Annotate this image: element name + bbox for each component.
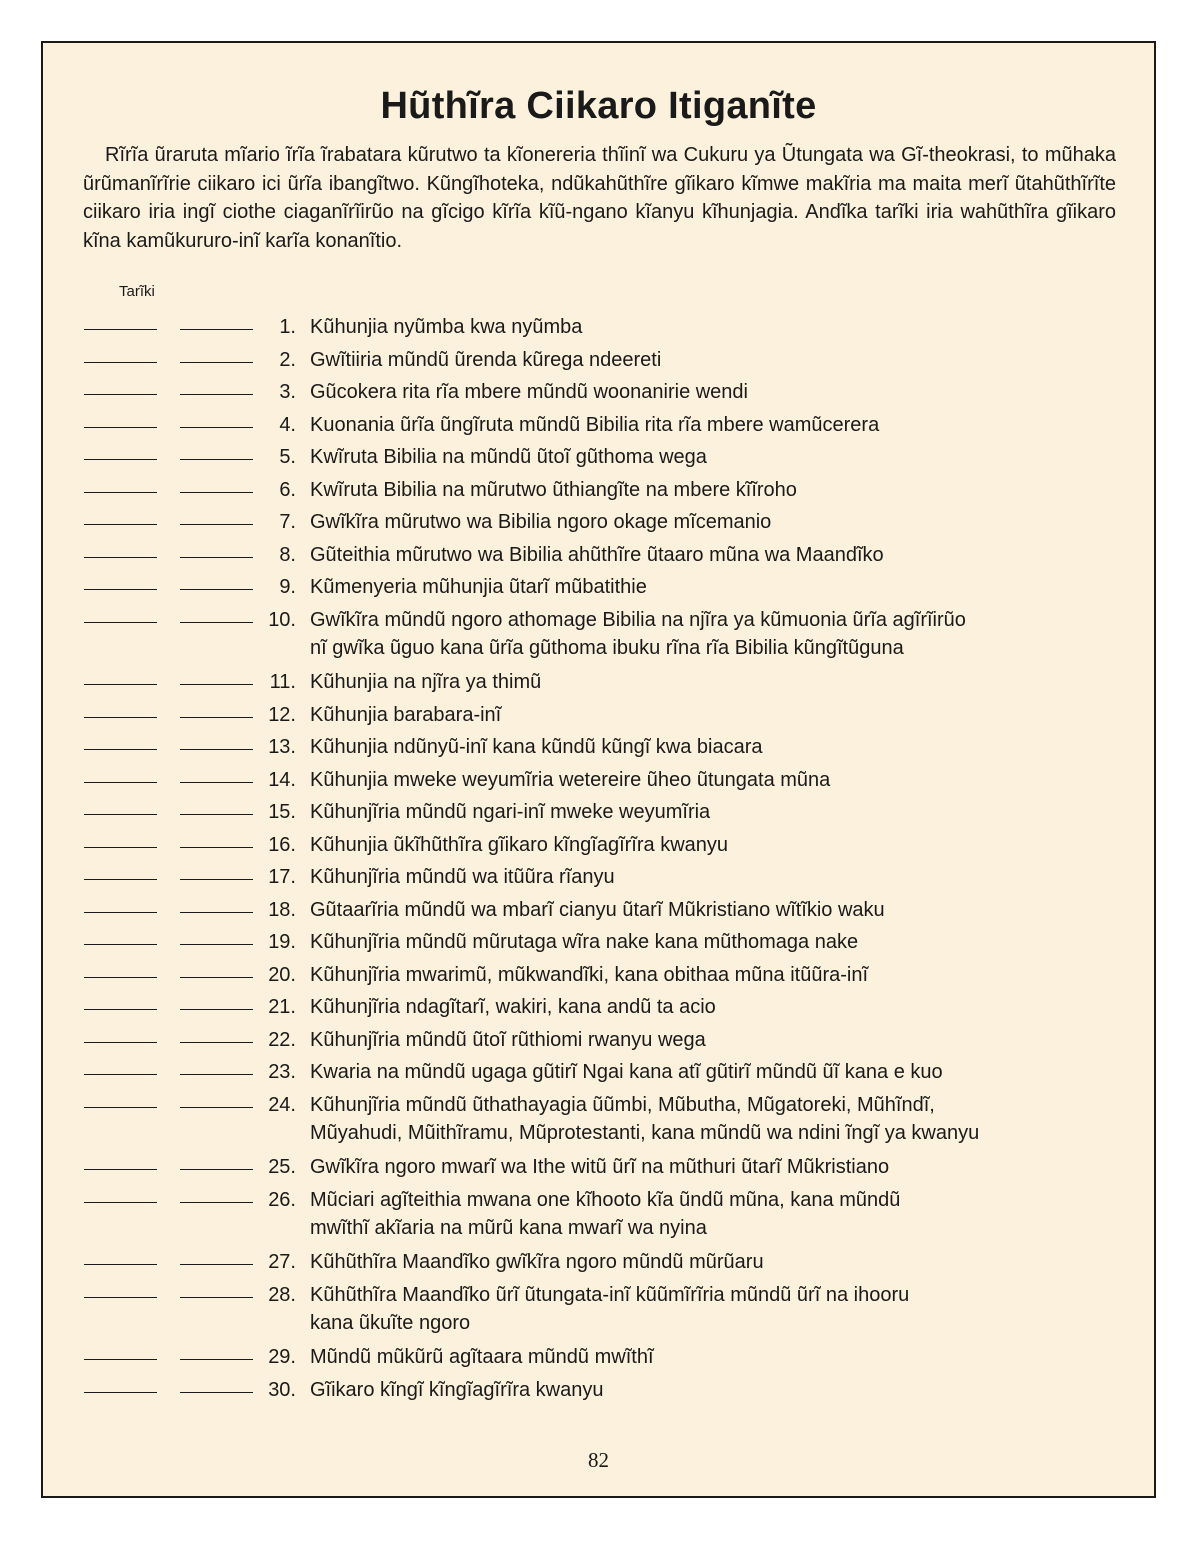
item-text xyxy=(310,1026,1140,1054)
item-text-line: Kũmenyeria mũhunjia ũtarĩ mũbatithie xyxy=(310,576,647,598)
item-text-line: Gwĩkĩra mũrutwo wa Bibilia ngoro okage mĩcemanio xyxy=(310,511,772,533)
item-text xyxy=(310,378,1140,406)
date-blank-2[interactable] xyxy=(180,329,253,330)
item-text-line: Mũndũ mũkũrũ agĩtaara mũndũ mwĩthĩ xyxy=(310,1346,654,1368)
item-text xyxy=(310,896,1140,924)
item-text-line: Kuonania ũrĩa ũngĩruta mũndũ Bibilia rita rĩa mbere wamũcerera xyxy=(310,413,880,436)
date-blank-2[interactable] xyxy=(180,459,253,460)
date-blank-2[interactable] xyxy=(180,557,253,558)
item-number: 6. xyxy=(279,478,296,501)
item-number: 21. xyxy=(268,996,296,1018)
item-number: 17. xyxy=(268,866,296,888)
item-text-line: Kũhunjia barabara-inĩ xyxy=(310,703,502,726)
item-text xyxy=(310,1153,1140,1181)
item-text xyxy=(310,863,1140,891)
item-text-line: mwĩthĩ akĩaria na mũrũ kana mwarĩ wa nyina xyxy=(310,1216,707,1239)
item-number: 7. xyxy=(279,511,296,533)
date-blank-2[interactable] xyxy=(180,814,253,815)
item-number: 28. xyxy=(268,1283,296,1306)
checklist-item xyxy=(43,378,1154,410)
item-number: 15. xyxy=(268,801,296,823)
date-blank-1[interactable] xyxy=(84,1042,157,1043)
item-text-line: Mũciari agĩteithia mwana one kĩhooto kĩa ũndũ mũna, kana mũndũ xyxy=(310,1188,901,1211)
item-number: 24. xyxy=(268,1093,296,1116)
date-blank-1[interactable] xyxy=(84,1359,157,1360)
date-blank-2[interactable] xyxy=(180,1202,253,1203)
item-text xyxy=(310,701,1140,729)
item-text-line: Kwĩruta Bibilia na mũrutwo ũthiangĩte na mbere kĩĩroho xyxy=(310,478,797,501)
item-number: 25. xyxy=(268,1156,296,1178)
checklist-item xyxy=(43,831,1154,863)
date-blank-1[interactable] xyxy=(84,524,157,525)
item-text xyxy=(310,831,1140,859)
date-blank-1[interactable] xyxy=(84,879,157,880)
item-text-line: Kũhunjia mweke weyumĩria wetereire ũheo ũtungata mũna xyxy=(310,768,831,791)
checklist-item xyxy=(43,961,1154,993)
date-blank-2[interactable] xyxy=(180,1169,253,1170)
item-number: 26. xyxy=(268,1188,296,1211)
date-blank-2[interactable] xyxy=(180,492,253,493)
date-blank-1[interactable] xyxy=(84,977,157,978)
item-number: 22. xyxy=(268,1028,296,1051)
checklist-item xyxy=(43,733,1154,765)
date-blank-1[interactable] xyxy=(84,362,157,363)
item-text-line: Gũteithia mũrutwo wa Bibilia ahũthĩre ũtaaro mũna wa Maandĩko xyxy=(310,543,884,566)
item-text-line: Kũhunjĩria mũndũ mũrutaga wĩra nake kana mũthomaga nake xyxy=(310,931,859,953)
item-text xyxy=(310,1343,1140,1371)
item-text xyxy=(310,1091,1140,1147)
page-number: 82 xyxy=(588,1448,609,1472)
item-number: 23. xyxy=(268,1061,296,1083)
date-blank-2[interactable] xyxy=(180,622,253,623)
item-text-line: Gwĩkĩra mũndũ ngoro athomage Bibilia na njĩra ya kũmuonia ũrĩa agĩrĩirũo xyxy=(310,608,966,631)
item-text-line: Kũhũthĩra Maandĩko ũrĩ ũtungata-inĩ kũũmĩrĩria mũndũ ũrĩ na ihooru xyxy=(310,1283,910,1306)
checklist-item xyxy=(43,411,1154,443)
checklist-item xyxy=(43,1026,1154,1058)
item-text xyxy=(310,766,1140,794)
date-blank-1[interactable] xyxy=(84,427,157,428)
item-number: 1. xyxy=(279,316,296,338)
checklist-item xyxy=(43,1376,1154,1408)
date-blank-1[interactable] xyxy=(84,1009,157,1010)
date-blank-2[interactable] xyxy=(180,1042,253,1043)
date-blank-2[interactable] xyxy=(180,1264,253,1265)
date-blank-2[interactable] xyxy=(180,427,253,428)
item-text-line: Kũhunjia nyũmba kwa nyũmba xyxy=(310,316,583,338)
item-number: 20. xyxy=(268,963,296,986)
item-text-line: nĩ gwĩka ũguo kana ũrĩa gũthoma ibuku rĩna rĩa Bibilia kũngĩtũguna xyxy=(310,636,904,659)
date-blank-2[interactable] xyxy=(180,1107,253,1108)
page-frame xyxy=(41,41,1156,1498)
item-text xyxy=(310,606,1140,662)
item-text xyxy=(310,411,1140,439)
item-number: 3. xyxy=(279,381,296,403)
item-number: 10. xyxy=(268,608,296,631)
page-title: Hũthĩra Ciikaro Itiganĩte xyxy=(380,85,817,127)
checklist-item xyxy=(43,606,1154,669)
date-blank-2[interactable] xyxy=(180,684,253,685)
item-number: 30. xyxy=(268,1378,296,1401)
date-blank-1[interactable] xyxy=(84,1202,157,1203)
item-text xyxy=(310,1248,1140,1276)
item-number: 11. xyxy=(269,671,296,693)
item-text-line: Gũcokera rita rĩa mbere mũndũ woonanirie wendi xyxy=(310,381,748,403)
item-number: 8. xyxy=(279,543,296,566)
item-number: 2. xyxy=(279,348,296,371)
item-text-line: Gwĩtiiria mũndũ ũrenda kũrega ndeereti xyxy=(310,348,662,371)
date-blank-1[interactable] xyxy=(84,1107,157,1108)
date-blank-2[interactable] xyxy=(180,847,253,848)
date-blank-1[interactable] xyxy=(84,1264,157,1265)
date-blank-2[interactable] xyxy=(180,944,253,945)
item-number: 27. xyxy=(268,1251,296,1273)
intro-paragraph: Rĩrĩa ũraruta mĩario ĩrĩa ĩrabatara kũrutwo ta kĩonereria thĩinĩ wa Cukuru ya Ũtungata wa Gĩ-theokrasi, to mũhaka ũrũmanĩrĩrie ciikaro ici ũrĩa ibangĩtwo. Kũngĩhoteka, ndũkahũthĩre gĩikaro kĩmwe makĩria ma maita merĩ ũtahũthĩrĩte ciikaro iria ingĩ ciothe ciaganĩrĩirũo na gĩcigo kĩrĩa kĩũ-ngano kĩanyu kĩhunjagia. Andĩka tarĩki iria wahũthĩra gĩikaro kĩna kamũkururo-inĩ karĩa konanĩtio. xyxy=(83,144,1116,252)
checklist-item xyxy=(43,798,1154,830)
item-text xyxy=(310,476,1140,504)
date-blank-2[interactable] xyxy=(180,1392,253,1393)
item-text xyxy=(310,313,1140,341)
date-blank-2[interactable] xyxy=(180,1359,253,1360)
date-blank-1[interactable] xyxy=(84,814,157,815)
item-text xyxy=(310,1058,1140,1086)
date-blank-2[interactable] xyxy=(180,1009,253,1010)
date-blank-2[interactable] xyxy=(180,1297,253,1298)
item-text-line: Kũhunjĩria mũndũ ũthathayagia ũũmbi, Mũbutha, Mũgatoreki, Mũhĩndĩ, xyxy=(310,1093,935,1116)
item-number: 4. xyxy=(279,413,296,436)
item-text-line: Kwĩruta Bibilia na mũndũ ũtoĩ gũthoma wega xyxy=(310,446,707,468)
date-blank-2[interactable] xyxy=(180,524,253,525)
checklist-item xyxy=(43,443,1154,475)
item-text xyxy=(310,668,1140,696)
item-number: 19. xyxy=(268,931,296,953)
date-blank-1[interactable] xyxy=(84,1392,157,1393)
item-text-line: Gũtaarĩria mũndũ wa mbarĩ cianyu ũtarĩ Mũkristiano wĩtĩkio waku xyxy=(310,898,885,921)
checklist-item xyxy=(43,1248,1154,1280)
item-text-line: kana ũkuĩte ngoro xyxy=(310,1311,471,1334)
date-blank-2[interactable] xyxy=(180,782,253,783)
date-blank-1[interactable] xyxy=(84,912,157,913)
date-blank-2[interactable] xyxy=(180,977,253,978)
item-text-line: Kũhunjĩria mwarimũ, mũkwandĩki, kana obithaa mũna itũũra-inĩ xyxy=(310,963,869,986)
item-number: 13. xyxy=(268,736,296,758)
item-number: 18. xyxy=(268,898,296,921)
date-blank-1[interactable] xyxy=(84,1297,157,1298)
item-text-line: Kũhunjĩria mũndũ ngari-inĩ mweke weyumĩria xyxy=(310,801,711,823)
item-number: 14. xyxy=(268,768,296,791)
date-blank-2[interactable] xyxy=(180,717,253,718)
checklist-item xyxy=(43,766,1154,798)
item-text xyxy=(310,798,1140,826)
date-blank-2[interactable] xyxy=(180,749,253,750)
item-number: 5. xyxy=(279,446,296,468)
item-text-line: Mũyahudi, Mũithĩramu, Mũprotestanti, kana mũndũ wa ndini ĩngĩ ya kwanyu xyxy=(310,1121,980,1144)
checklist-item xyxy=(43,928,1154,960)
checklist-item xyxy=(43,1281,1154,1344)
item-text xyxy=(310,443,1140,471)
item-text xyxy=(310,1281,1140,1337)
item-text-line: Gwĩkĩra ngoro mwarĩ wa Ithe witũ ũrĩ na mũthuri ũtarĩ Mũkristiano xyxy=(310,1156,890,1178)
item-text-line: Kũhunjĩria mũndũ wa itũũra rĩanyu xyxy=(310,866,615,888)
item-text xyxy=(310,733,1140,761)
date-blank-1[interactable] xyxy=(84,589,157,590)
checklist-item xyxy=(43,863,1154,895)
item-text-line: Kũhunjĩria ndagĩtarĩ, wakiri, kana andũ ta acio xyxy=(310,996,716,1018)
checklist-item xyxy=(43,701,1154,733)
item-text-line: Gĩikaro kĩngĩ kĩngĩagĩrĩra kwanyu xyxy=(310,1378,604,1401)
item-text xyxy=(310,541,1140,569)
date-blank-1[interactable] xyxy=(84,847,157,848)
item-number: 29. xyxy=(268,1346,296,1368)
checklist-item xyxy=(43,1343,1154,1375)
checklist-item xyxy=(43,346,1154,378)
item-text xyxy=(310,346,1140,374)
checklist-item xyxy=(43,993,1154,1025)
item-text xyxy=(310,1376,1140,1404)
item-text-line: Kũhunjia na njĩra ya thimũ xyxy=(310,671,542,693)
date-blank-1[interactable] xyxy=(84,459,157,460)
checklist-item xyxy=(43,541,1154,573)
date-blank-2[interactable] xyxy=(180,879,253,880)
date-blank-1[interactable] xyxy=(84,329,157,330)
item-text xyxy=(310,928,1140,956)
date-blank-1[interactable] xyxy=(84,944,157,945)
date-blank-2[interactable] xyxy=(180,394,253,395)
checklist-item xyxy=(43,1186,1154,1249)
item-text xyxy=(310,573,1140,601)
date-blank-1[interactable] xyxy=(84,1074,157,1075)
item-number: 12. xyxy=(268,703,296,726)
item-text-line: Kwaria na mũndũ ugaga gũtirĩ Ngai kana atĩ gũtirĩ mũndũ ũĩ kana e kuo xyxy=(310,1061,943,1083)
checklist-item xyxy=(43,668,1154,700)
date-blank-1[interactable] xyxy=(84,492,157,493)
date-blank-2[interactable] xyxy=(180,912,253,913)
checklist-item xyxy=(43,1153,1154,1185)
item-text xyxy=(310,961,1140,989)
date-blank-1[interactable] xyxy=(84,782,157,783)
date-blank-1[interactable] xyxy=(84,749,157,750)
checklist-item xyxy=(43,1091,1154,1154)
date-column-label: Tarĩki xyxy=(119,283,155,300)
checklist-item xyxy=(43,508,1154,540)
checklist-item xyxy=(43,573,1154,605)
item-text-line: Kũhũthĩra Maandĩko gwĩkĩra ngoro mũndũ mũrũaru xyxy=(310,1251,764,1273)
item-number: 9. xyxy=(279,576,296,598)
date-blank-1[interactable] xyxy=(84,394,157,395)
item-text-line: Kũhunjia ũkĩhũthĩra gĩikaro kĩngĩagĩrĩra kwanyu xyxy=(310,833,729,856)
date-blank-1[interactable] xyxy=(84,1169,157,1170)
date-blank-1[interactable] xyxy=(84,622,157,623)
date-blank-2[interactable] xyxy=(180,589,253,590)
item-text xyxy=(310,993,1140,1021)
item-text xyxy=(310,508,1140,536)
checklist-item xyxy=(43,896,1154,928)
date-blank-2[interactable] xyxy=(180,362,253,363)
item-text xyxy=(310,1186,1140,1242)
checklist-item xyxy=(43,313,1154,345)
date-blank-1[interactable] xyxy=(84,557,157,558)
date-blank-2[interactable] xyxy=(180,1074,253,1075)
checklist-item xyxy=(43,476,1154,508)
date-blank-1[interactable] xyxy=(84,684,157,685)
item-text-line: Kũhunjia ndũnyũ-inĩ kana kũndũ kũngĩ kwa biacara xyxy=(310,736,763,758)
item-text-line: Kũhunjĩria mũndũ ũtoĩ rũthiomi rwanyu wega xyxy=(310,1028,706,1051)
checklist-item xyxy=(43,1058,1154,1090)
date-blank-1[interactable] xyxy=(84,717,157,718)
item-number: 16. xyxy=(268,833,296,856)
